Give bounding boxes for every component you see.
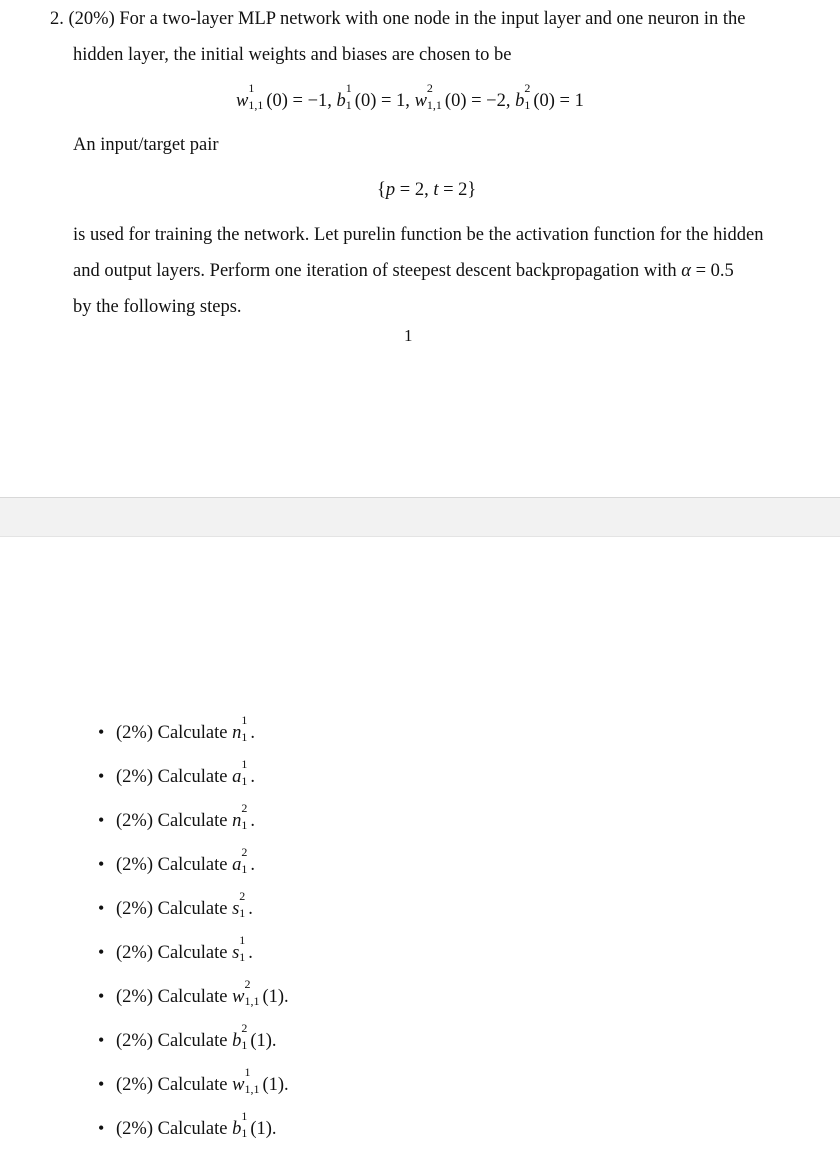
task-suffix: (1). (262, 987, 289, 1007)
task-suffix: . (250, 811, 255, 831)
alpha-symbol: α (681, 261, 691, 281)
bullet-marker: • (98, 898, 105, 918)
task-prefix: (2%) Calculate (116, 1031, 233, 1051)
task-prefix: (2%) Calculate (116, 1075, 233, 1095)
task-suffix: . (248, 899, 253, 919)
w1-value: (0) = −1, (266, 91, 337, 111)
paragraph-line-1: is used for training the network. Let purelin function be the activation function for the hidden (73, 225, 764, 245)
task-suffix: (1). (262, 1075, 289, 1095)
bullet-marker: • (98, 854, 105, 874)
task-item (116, 977, 289, 1009)
task-item (116, 889, 253, 921)
alpha-value: = 0.5 (690, 261, 734, 281)
task-subscript: 1 (241, 862, 248, 876)
task-symbol: a (232, 767, 242, 787)
b1-subscript: 1 (345, 98, 352, 112)
paragraph-line-2 (73, 259, 734, 283)
w1-subscript: 1,1 (248, 98, 264, 112)
task-superscript: 1 (241, 757, 248, 771)
page-2 (0, 537, 840, 1150)
task-subscript: 1 (241, 1038, 248, 1052)
task-symbol: s (232, 943, 240, 963)
t-value: = 2} (438, 180, 477, 200)
task-item (116, 713, 255, 745)
bullet-marker: • (98, 986, 105, 1006)
b1-superscript: 1 (345, 81, 352, 95)
pair-open-brace: { (377, 180, 386, 200)
b2-subscript: 1 (524, 98, 531, 112)
task-subscript: 1,1 (244, 994, 260, 1008)
pair-label: An input/target pair (73, 135, 219, 155)
task-prefix: (2%) Calculate (116, 855, 233, 875)
task-superscript: 2 (244, 977, 251, 991)
task-suffix: (1). (250, 1031, 277, 1051)
w1-symbol: w (236, 91, 249, 111)
task-prefix: (2%) Calculate (116, 943, 233, 963)
task-prefix: (2%) Calculate (116, 723, 233, 743)
task-superscript: 1 (241, 1109, 248, 1123)
task-suffix: . (250, 723, 255, 743)
task-item (116, 933, 253, 965)
p-value: = 2, (395, 180, 434, 200)
task-superscript: 1 (239, 933, 246, 947)
task-item (116, 757, 255, 789)
task-subscript: 1 (239, 906, 246, 920)
bullet-marker: • (98, 1074, 105, 1094)
t-symbol: t (433, 180, 439, 200)
problem-intro: (20%) For a two-layer MLP network with one node in the input layer and one neuron in the (68, 9, 746, 29)
w2-superscript: 2 (426, 81, 433, 95)
b2-superscript: 2 (524, 81, 531, 95)
w2-subscript: 1,1 (426, 98, 442, 112)
page-number: 1 (404, 326, 413, 345)
task-suffix: . (250, 767, 255, 787)
w1-superscript: 1 (248, 81, 255, 95)
paragraph-line-2-text: and output layers. Perform one iteration of steepest descent backpropagation with (73, 261, 682, 281)
bullet-marker: • (98, 942, 105, 962)
task-item (116, 845, 255, 877)
task-suffix: (1). (250, 1119, 277, 1139)
task-item (116, 801, 255, 833)
task-superscript: 2 (241, 801, 248, 815)
b2-value: (0) = 1 (533, 91, 584, 111)
b2-symbol: b (515, 91, 525, 111)
task-superscript: 1 (241, 713, 248, 727)
task-prefix: (2%) Calculate (116, 1119, 233, 1139)
task-symbol: n (232, 723, 242, 743)
task-symbol: w (232, 1075, 245, 1095)
task-prefix: (2%) Calculate (116, 767, 233, 787)
task-symbol: w (232, 987, 245, 1007)
w2-value: (0) = −2, (444, 91, 516, 111)
b1-value: (0) = 1, (354, 91, 415, 111)
task-prefix: (2%) Calculate (116, 899, 233, 919)
task-item (116, 1109, 277, 1141)
p-symbol: p (385, 180, 396, 200)
w2-symbol: w (414, 91, 427, 111)
bullet-marker: • (98, 1118, 105, 1138)
task-subscript: 1 (241, 1126, 248, 1140)
problem-line-1 (50, 7, 745, 31)
task-prefix: (2%) Calculate (116, 811, 233, 831)
task-symbol: n (232, 811, 242, 831)
task-superscript: 2 (241, 845, 248, 859)
task-suffix: . (250, 855, 255, 875)
task-item (116, 1065, 289, 1097)
task-symbol: b (232, 1119, 242, 1139)
bullet-marker: • (98, 810, 105, 830)
task-symbol: b (232, 1031, 242, 1051)
initial-weights-equation (236, 81, 584, 113)
task-symbol: a (232, 855, 242, 875)
task-item (116, 1021, 277, 1053)
task-suffix: . (248, 943, 253, 963)
problem-line-2: hidden layer, the initial weights and biases are chosen to be (73, 45, 512, 65)
problem-number: 2. (50, 9, 64, 29)
task-subscript: 1,1 (244, 1082, 260, 1096)
task-subscript: 1 (241, 818, 248, 832)
task-subscript: 1 (241, 774, 248, 788)
page-separator (0, 497, 840, 537)
task-subscript: 1 (239, 950, 246, 964)
task-superscript: 2 (241, 1021, 248, 1035)
bullet-marker: • (98, 1030, 105, 1050)
page-1 (0, 0, 840, 497)
bullet-marker: • (98, 766, 105, 786)
paragraph-line-3: by the following steps. (73, 297, 242, 317)
task-symbol: s (232, 899, 240, 919)
task-prefix: (2%) Calculate (116, 987, 233, 1007)
b1-symbol: b (336, 91, 346, 111)
input-target-equation (377, 178, 476, 202)
bullet-marker: • (98, 722, 105, 742)
task-subscript: 1 (241, 730, 248, 744)
task-superscript: 1 (244, 1065, 251, 1079)
task-superscript: 2 (239, 889, 246, 903)
